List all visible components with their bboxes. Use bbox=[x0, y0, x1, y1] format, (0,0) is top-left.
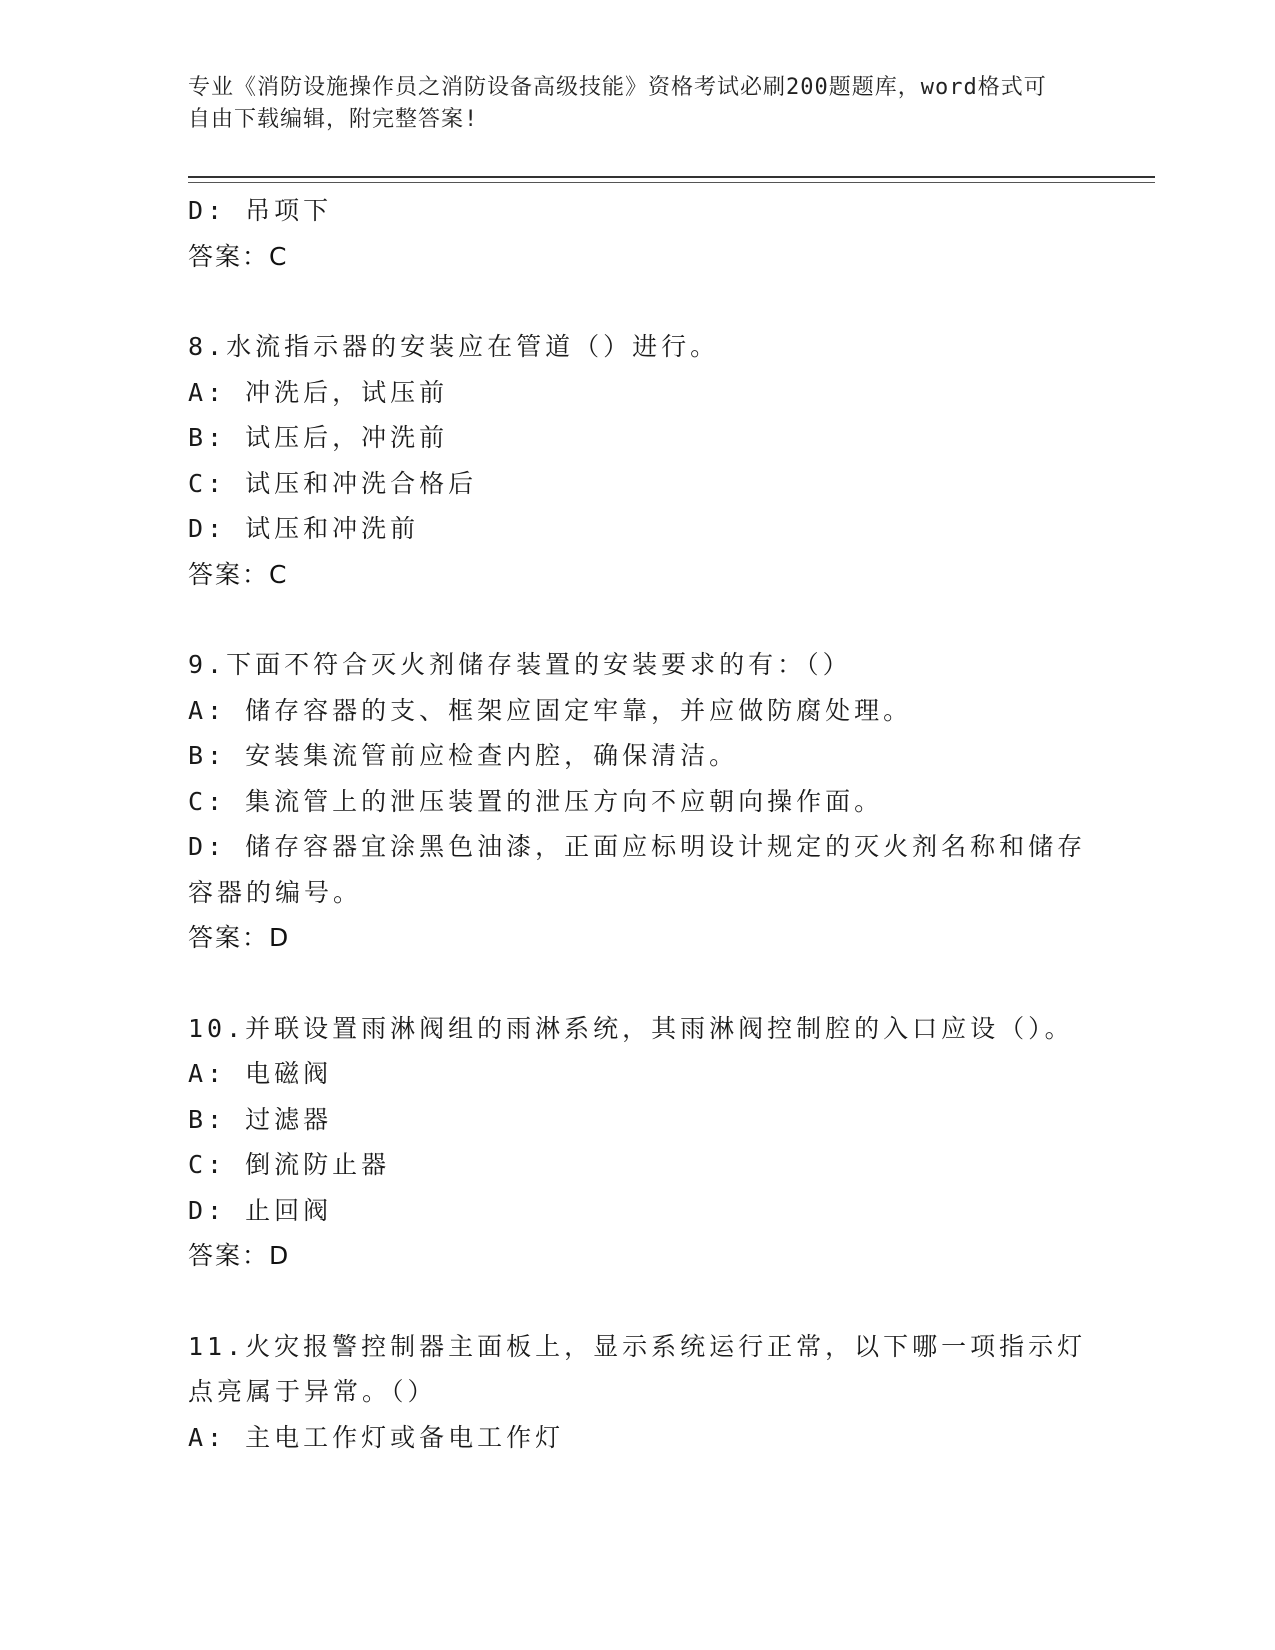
question-9 bbox=[188, 642, 1088, 961]
option-c: C: 试压和冲洗合格后 bbox=[188, 468, 478, 498]
option-d: D: 止回阀 bbox=[188, 1195, 333, 1225]
option-b: B: 安装集流管前应检查内腔，确保清洁。 bbox=[188, 741, 739, 770]
question-content bbox=[188, 188, 1088, 1460]
option-a: A: 冲洗后，试压前 bbox=[188, 377, 449, 407]
option-a: A: 储存容器的支、框架应固定牢靠，并应做防腐处理。 bbox=[188, 695, 913, 725]
question-answer: 答案：C bbox=[188, 559, 289, 589]
question-stem: 8.水流指示器的安装应在管道（）进行。 bbox=[188, 332, 720, 361]
question-answer: 答案：D bbox=[188, 923, 291, 952]
document-header: 专业《消防设施操作员之消防设备高级技能》资格考试必刷200题题库，word格式可自由下载编辑，附完整答案! bbox=[188, 75, 1047, 132]
spacer bbox=[188, 597, 1088, 642]
option-c: C: 集流管上的泄压装置的泄压方向不应朝向操作面。 bbox=[188, 786, 884, 816]
question-8 bbox=[188, 324, 1088, 597]
spacer bbox=[188, 1279, 1088, 1324]
header-rule-thin bbox=[188, 182, 1155, 183]
prev-option-d: D: 吊项下 bbox=[188, 196, 333, 225]
question-stem: 9.下面不符合灭火剂储存装置的安装要求的有：（） bbox=[188, 650, 852, 679]
spacer bbox=[188, 961, 1088, 1006]
option-c: C: 倒流防止器 bbox=[188, 1150, 391, 1179]
option-b: B: 试压后，冲洗前 bbox=[188, 423, 449, 452]
option-a: A: 主电工作灯或备电工作灯 bbox=[188, 1422, 565, 1452]
prev-answer: 答案：C bbox=[188, 241, 289, 271]
question-stem: 11.火灾报警控制器主面板上，显示系统运行正常，以下哪一项指示灯点亮属于异常。（） bbox=[188, 1331, 1087, 1406]
spacer bbox=[188, 279, 1088, 324]
question-11 bbox=[188, 1324, 1088, 1461]
question-10 bbox=[188, 1006, 1088, 1279]
option-a: A: 电磁阀 bbox=[188, 1059, 333, 1088]
option-d: D: 试压和冲洗前 bbox=[188, 514, 420, 543]
question-answer: 答案：D bbox=[188, 1241, 291, 1270]
question-stem: 10.并联设置雨淋阀组的雨淋系统，其雨淋阀控制腔的入口应设（）。 bbox=[188, 1013, 1074, 1043]
option-b: B: 过滤器 bbox=[188, 1104, 333, 1134]
option-d: D: 储存容器宜涂黑色油漆，正面应标明设计规定的灭火剂名称和储存容器的编号。 bbox=[188, 832, 1087, 907]
header-rule-thick bbox=[188, 176, 1155, 178]
